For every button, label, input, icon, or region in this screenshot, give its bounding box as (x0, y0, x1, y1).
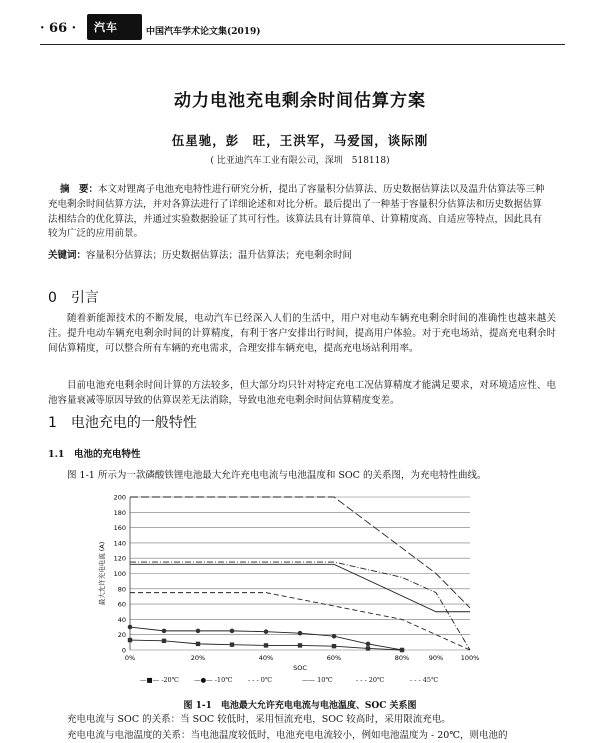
section-0-p2-text: 目前电池充电剩余时间计算的方法较多，但大部分均只针对特定充电工况估算精度才能满足要求，对环境适应性、电池容量衰减等原因导致的估算误差无法消除，导致电池充电剩余时间估算精度变差。 (48, 380, 556, 406)
data-point (366, 646, 370, 650)
series-line-5 (130, 497, 470, 608)
y-tick-label: 120 (113, 554, 126, 563)
data-point (196, 629, 201, 634)
series-line-3 (130, 564, 470, 611)
section-0-p1-text: 随着新能源技术的不断发展，电动汽车已经深入人们的生活中，用户对电动车辆充电剩余时间的准确性也越来越关注。提升电动车辆充电剩余时间的计算精度，有利于客户安排出行时间，提高用户体验。对于充电场站，提高充电剩余时间估算精度，可以整合所有车辆的充电需求，合理安排车辆充电，提高充电场站利用率。 (48, 313, 556, 354)
y-tick-label: 60 (117, 600, 126, 609)
series-line-2 (130, 593, 470, 650)
legend-item: - - - 45℃ (410, 676, 439, 684)
section-1-p1-text: 图 1-1 所示为一款磷酸铁锂电池最大允许充电电流与电池温度和 SOC 的关系图，为充电特性曲线。 (67, 470, 487, 481)
y-tick-label: 40 (117, 615, 126, 624)
legend-item: - - - 20℃ (356, 676, 385, 684)
keywords-label: 关键词： (48, 250, 87, 261)
affiliation: ( 比亚迪汽车工业有限公司，深圳 518118) (210, 156, 390, 166)
section-1-1-heading: 1.1 电池的充电特性 (48, 449, 141, 460)
x-tick-label: 100% (460, 654, 480, 662)
journal-name: 中国汽车学术论文集(2019) (146, 27, 261, 37)
x-tick-label: 20% (190, 654, 206, 662)
y-tick-label: 200 (113, 493, 126, 502)
legend-item: —— 10℃ (302, 676, 333, 684)
y-tick-label: 180 (113, 508, 126, 517)
abstract-text: 本文对锂离子电池充电特性进行研究分析，提出了容量积分估算法、历史数据估算法以及温升估算法等三种充电剩余时间估算方法，并对各算法进行了详细论述和对比分析。最后提出了一种基于容量积分估算法和历史数据估算法相结合的优化算法，并通过实验数据验证了其可行性。该算法具有计算简单、计算精度高、自适应等特点，因此具有较为广泛的应用前景。 (48, 184, 545, 240)
figure-1-1-chart (70, 485, 490, 673)
page-header (0, 0, 600, 52)
y-tick-label: 20 (117, 631, 126, 640)
after-p2-text: 充电电流与电池温度的关系：当电池温度较低时，电池充电电流较小，例如电池温度为 - 20℃，则电池的 (67, 730, 508, 741)
header-rule (40, 44, 565, 45)
x-axis-label: SOC (293, 664, 307, 672)
x-tick-label: 90% (428, 654, 444, 662)
data-point (332, 634, 337, 639)
series-line-4 (130, 562, 470, 650)
x-tick-label: 80% (394, 654, 410, 662)
y-tick-label: 140 (113, 539, 126, 548)
data-point (264, 629, 269, 634)
y-axis-label: 最大允许充电电流 (A) (98, 541, 106, 606)
paper-title: 动力电池充电剩余时间估算方案 (174, 91, 426, 111)
abstract (48, 183, 548, 242)
legend-item: - - - 0℃ (248, 676, 273, 684)
data-point (196, 642, 200, 646)
y-tick-label: 80 (117, 585, 126, 594)
section-0-paragraph-2 (48, 378, 556, 408)
data-point (162, 639, 166, 643)
keywords (48, 247, 558, 261)
data-point (264, 643, 268, 647)
x-tick-label: 40% (258, 654, 274, 662)
figure-after-paragraph-1 (48, 712, 556, 727)
data-point (400, 648, 405, 653)
legend-item: —■— -20℃ (140, 676, 179, 684)
section-1-heading: 1 电池充电的一般特性 (48, 415, 197, 431)
x-tick-label: 60% (326, 654, 342, 662)
data-point (162, 629, 167, 634)
data-point (298, 631, 303, 636)
y-tick-label: 100 (113, 570, 126, 578)
keywords-text: 容量积分估算法；历史数据估算法；温升估算法；充电剩余时间 (86, 250, 353, 261)
legend-item: —●— -10℃ (194, 676, 233, 684)
section-0-paragraph-1 (48, 311, 556, 356)
data-point (128, 638, 132, 642)
data-point (298, 643, 302, 647)
section-1-paragraph-1 (48, 468, 556, 483)
y-tick-label: 160 (113, 524, 126, 533)
figure-after-paragraph-2 (48, 728, 556, 743)
chart-legend (140, 676, 470, 690)
y-tick-label: 0 (121, 646, 126, 655)
figure-caption: 图 1-1 电池最大允许充电电流与电池温度、SOC 关系图 (183, 701, 417, 711)
data-point (230, 642, 234, 646)
data-point (128, 625, 133, 630)
section-0-heading: 0 引言 (48, 290, 99, 306)
after-p1-text: 充电电流与 SOC 的关系：当 SOC 较低时，采用恒流充电，SOC 较高时，采用限流充电。 (67, 714, 451, 725)
data-point (230, 629, 235, 634)
abstract-label: 摘 要： (60, 184, 99, 195)
page-number: · 66 · (40, 21, 77, 36)
data-point (332, 644, 336, 648)
x-tick-label: 0% (124, 654, 136, 662)
data-point (366, 642, 371, 647)
authors: 伍星驰，彭 旺，王洪军，马爱国，谈际刚 (171, 133, 429, 148)
logo-text: 汽车 (94, 21, 118, 34)
